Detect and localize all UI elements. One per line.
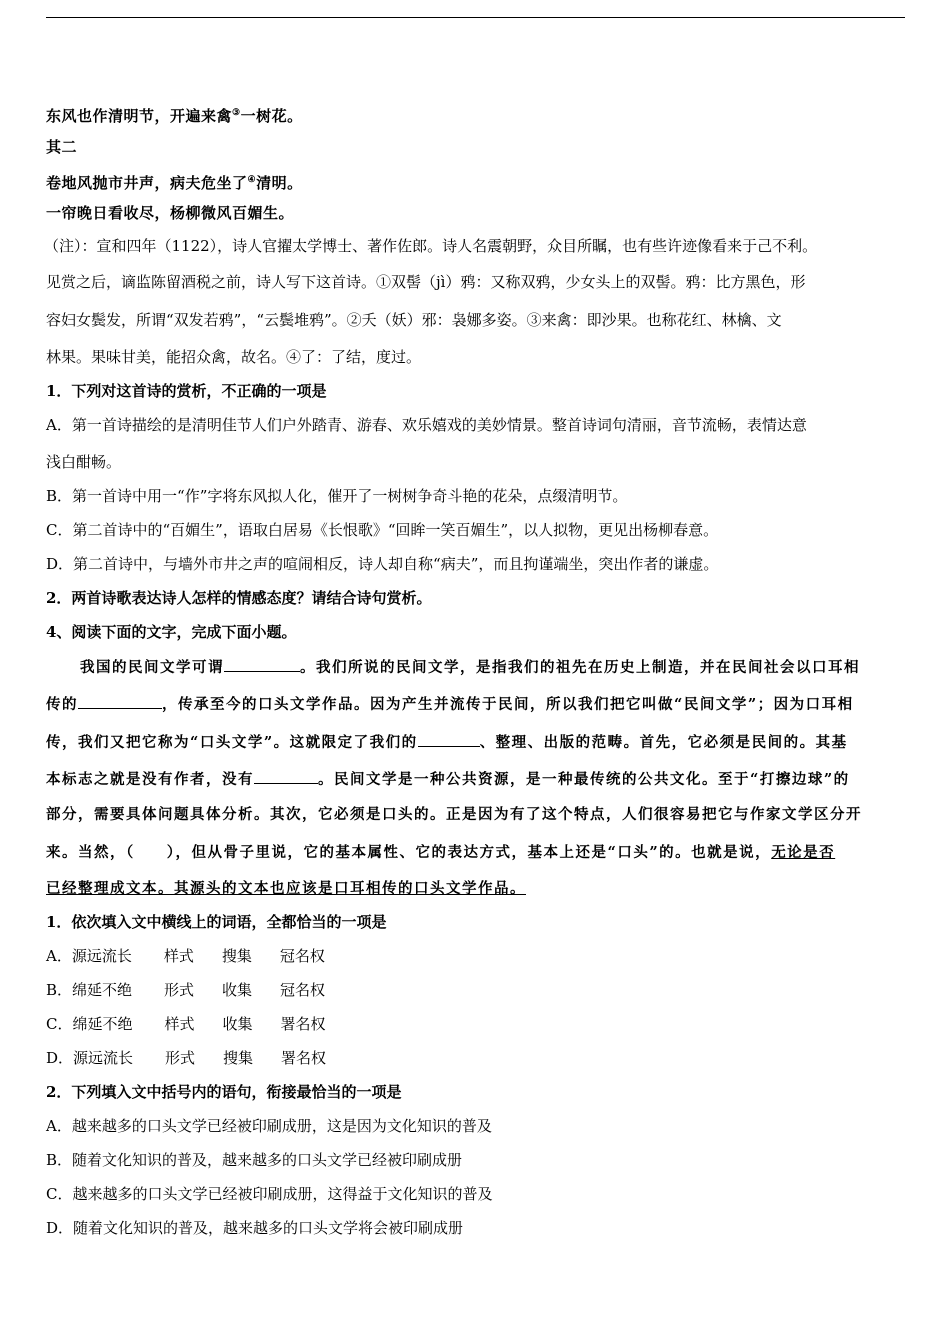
sub-question-1-option-b [46,981,325,999]
sub-question-1-stem: 1．依次填入文中横线上的词语，全都恰当的一项是 [46,913,387,931]
poem-heading-2: 其二 [46,138,78,156]
option-word-4: 署名权 [280,1015,326,1033]
question-1-option-c: C．第二首诗中的“百媚生”，语取白居易《长恨歌》“回眸一笑百媚生”，以人拟物，更见出杨柳春意。 [46,521,719,539]
poem-line-1-text-b: 一树花。 [240,107,303,125]
option-label: D． [46,1049,74,1067]
option-word-1: 源远流长 [71,947,132,965]
sub-question-2-stem: 2．下列填入文中括号内的语句，衔接最恰当的一项是 [46,1083,402,1101]
option-word-3: 搜集 [223,1049,254,1067]
passage-line-3 [46,732,848,752]
fill-blank-3 [418,732,480,747]
question-1-option-b: B．第一首诗中用一“作”字将东风拟人化，催开了一树树争奇斗艳的花朵，点缀清明节。 [46,487,628,505]
passage-line-4 [46,769,850,789]
poem-line-1-text-a: 东风也作清明节，开遍来禽 [46,107,233,125]
fill-blank-2 [78,694,162,709]
passage-underlined-1: 无论是否 [771,844,836,861]
passage-line-1-b: 。我们所说的民间文学，是指我们的祖先在历史上制造，并在民间社会以口耳相 [300,659,860,676]
option-word-2: 样式 [163,947,194,965]
sub-question-2-option-a: A．越来越多的口头文学已经被印刷成册，这是因为文化知识的普及 [46,1117,492,1135]
option-word-4: 冠名权 [280,981,326,999]
option-word-1: 绵延不绝 [72,1015,133,1033]
poem-line-2-text-a: 卷地风抛市井声，病夫危坐了 [46,174,248,192]
poem-line-3: 一帘晚日看收尽，杨柳微风百媚生。 [46,204,295,222]
passage-line-1-a: 我国的民间文学可谓 [80,659,224,676]
passage-line-2 [46,694,854,714]
passage-line-2-b: ，传承至今的口头文学作品。因为产生并流传于民间，所以我们把它叫做“民间文学”；因为口耳相 [162,696,854,713]
passage-underlined-2: 已经整理成文本。其源头的文本也应该是口耳相传的口头文学作品。 [46,880,526,897]
option-word-4: 署名权 [281,1049,327,1067]
option-word-1: 源远流长 [73,1049,134,1067]
option-label: A． [46,947,72,965]
option-word-4: 冠名权 [279,947,325,965]
note-line-3: 容妇女鬓发，所谓“双发若鸦”，“云鬓堆鸦”。②夭（妖）邪：袅娜多姿。③来禽：即沙果。也称花红、林檎、文 [46,311,782,329]
passage-line-6 [46,844,835,862]
option-word-3: 搜集 [221,947,252,965]
sub-question-2-option-d: D．随着文化知识的普及，越来越多的口头文学将会被印刷成册 [46,1219,464,1237]
sub-question-1-option-c [46,1015,326,1033]
poem-line-2-text-b: 清明。 [256,174,303,192]
question-2-stem: 2．两首诗歌表达诗人怎样的情感态度？请结合诗句赏析。 [46,589,432,607]
option-word-3: 收集 [222,1015,253,1033]
passage-line-1 [46,657,860,677]
fill-blank-1 [224,657,300,672]
passage-line-3-a: 传，我们又把它称为“口头文学”。这就限定了我们的 [46,734,418,751]
question-1-stem: 1．下列对这首诗的赏析，不正确的一项是 [46,382,327,400]
option-word-1: 绵延不绝 [72,981,133,999]
passage-line-6-a: 来。当然，（ ），但从骨子里说，它的基本属性、它的表达方式，基本上还是“口头”的。也就是说， [46,844,772,861]
section-4-heading: 4、阅读下面的文字，完成下面小题。 [46,623,297,641]
sub-question-2-option-b: B．随着文化知识的普及，越来越多的口头文学已经被印刷成册 [46,1151,463,1169]
poem-line-1 [46,104,303,125]
passage-line-4-a: 本标志之就是没有作者，没有 [46,771,254,788]
option-word-2: 样式 [164,1015,195,1033]
footnote-marker-3: ③ [232,108,241,118]
footnote-marker-4: ④ [247,175,257,185]
passage-line-2-a: 传的 [46,696,78,713]
option-word-3: 收集 [222,981,253,999]
note-line-2: 见赏之后，谪监陈留酒税之前，诗人写下这首诗。①双髻（jì）鸦：又称双鸦，少女头上的双髻。鸦：比方黑色，形 [46,273,806,291]
sub-question-2-option-c: C．越来越多的口头文学已经被印刷成册，这得益于文化知识的普及 [46,1185,493,1203]
option-label: C． [46,1015,73,1033]
option-word-2: 形式 [165,1049,196,1067]
question-1-option-a-cont: 浅白酣畅。 [46,453,122,471]
option-label: B． [46,981,73,999]
question-1-option-a: A．第一首诗描绘的是清明佳节人们户外踏青、游春、欢乐嬉戏的美妙情景。整首诗词句清丽，音节流畅，表情达意 [46,416,807,434]
question-1-option-d: D．第二首诗中，与墙外市井之声的喧闹相反，诗人却自称“病夫”，而且拘谨端坐，突出作者的谦虚。 [46,555,719,573]
fill-blank-4 [254,769,318,784]
passage-line-3-b: 、整理、出版的范畴。首先，它必须是民间的。其基 [479,734,848,751]
sub-question-1-option-d [46,1049,326,1067]
option-word-2: 形式 [164,981,195,999]
poem-line-2 [46,171,303,192]
passage-line-4-b: 。民间文学是一种公共资源，是一种最传统的公共文化。至于“打擦边球”的 [318,771,850,788]
header-rule [46,17,905,18]
passage-line-5: 部分，需要具体问题具体分析。其次，它必须是口头的。正是因为有了这个特点，人们很容易把它与作家文学区分开 [46,806,862,823]
note-line-1: （注）：宣和四年（1122），诗人官擢太学博士、著作佐郎。诗人名震朝野，众目所瞩，也有些许迹像看来于己不利。 [44,237,818,255]
sub-question-1-option-a [46,947,325,965]
note-line-4: 林果。果味甘美，能招众禽，故名。④了：了结，度过。 [46,348,422,366]
